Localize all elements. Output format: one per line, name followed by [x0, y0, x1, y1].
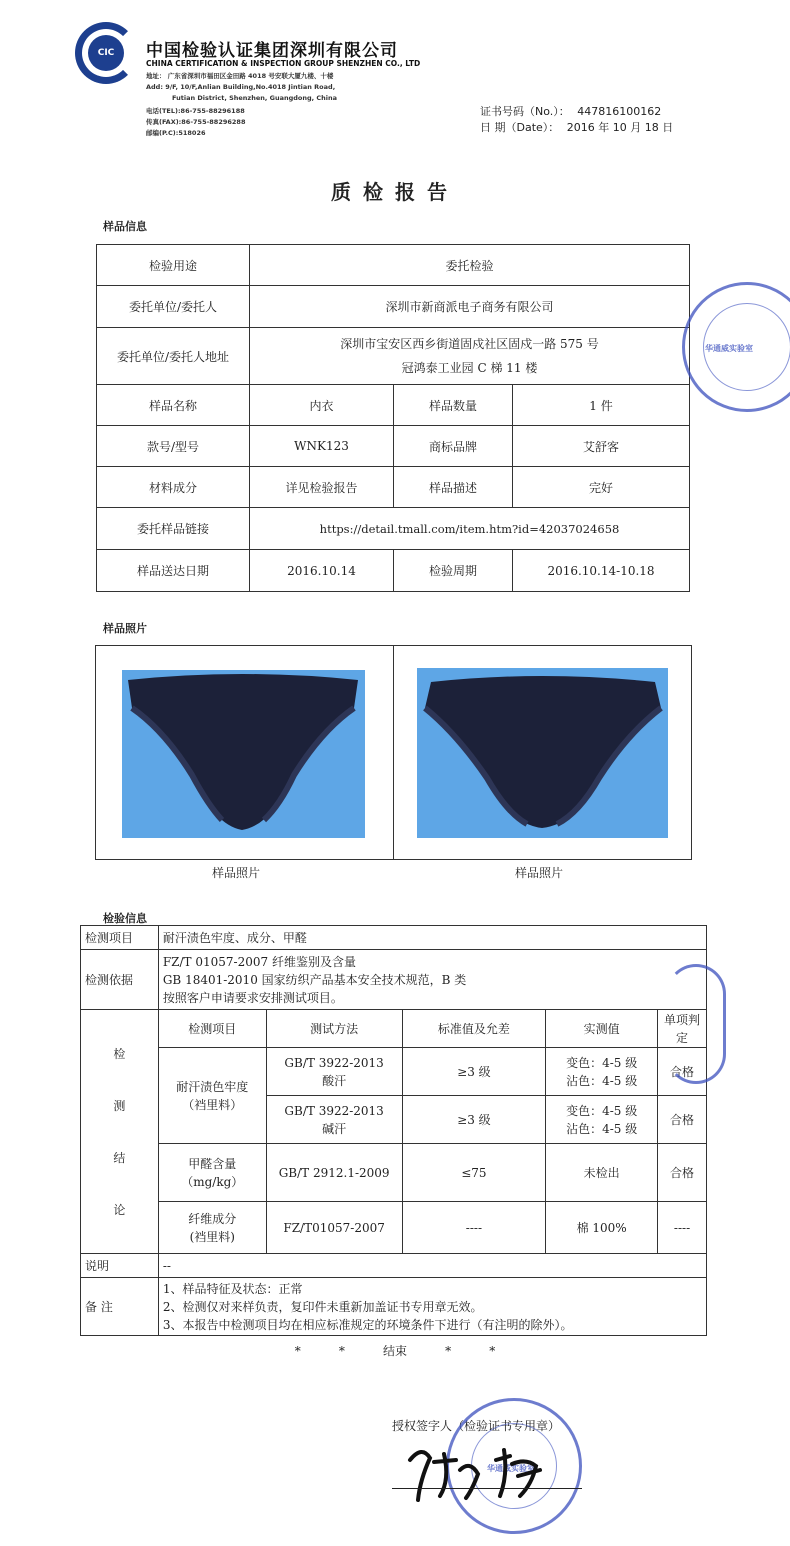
address-en-line2: Futian District, Shenzhen, Guangdong, China [172, 94, 338, 102]
handwritten-signature [400, 1440, 560, 1510]
items-label: 检测项目 [81, 926, 159, 950]
col-header-measured: 实测值 [546, 1010, 658, 1048]
row1-standard: ≥3 级 [402, 1048, 546, 1096]
row3-item-line2: （mg/kg） [181, 1174, 244, 1189]
stamp-center-text: 华通威实验室 [705, 344, 753, 353]
remark-label: 备 注 [81, 1278, 159, 1336]
end-marker: * * 结束 * * [294, 1344, 496, 1358]
result-char-3: 结 [113, 1150, 126, 1165]
col-header-standard: 标准值及允差 [402, 1010, 546, 1048]
remark-line3: 3、本报告中检测项目均在相应标准规定的环境条件下进行（有注明的除外）。 [162, 1317, 573, 1332]
row1-measured-line1: 变色：4-5 级 [566, 1055, 638, 1070]
row2-method-line2: 碱汗 [322, 1121, 347, 1136]
section-title-inspection: 检验信息 [103, 912, 147, 925]
col-header-judge: 单项判定 [658, 1010, 707, 1048]
basis-line3: 按照客户申请要求安排测试项目。 [162, 990, 343, 1005]
section-title-photos: 样品照片 [103, 622, 147, 635]
cert-number-label: 证书号码（No.）： [480, 105, 570, 118]
row1-method-line2: 酸汗 [322, 1073, 347, 1088]
row2-measured-line1: 变色：4-5 级 [566, 1103, 638, 1118]
note-label: 说明 [81, 1254, 159, 1278]
result-char-1: 检 [113, 1046, 126, 1061]
photo-caption-2: 样品照片 [515, 866, 564, 880]
cert-number-value: 447816100162 [577, 105, 662, 118]
sample-photo-1 [122, 670, 365, 838]
table-row [81, 1144, 707, 1202]
row4-item-line2: (裆里料) [189, 1229, 235, 1244]
photo-panel [95, 645, 692, 860]
table-row [81, 1048, 707, 1096]
client-address-label: 委托单位/委托人地址 [97, 328, 250, 385]
brand-value: 艾舒客 [513, 426, 690, 467]
tel: 电话(TEL):86-755-88296188 [146, 107, 245, 115]
garment-front-image [122, 670, 365, 838]
company-name-en: CHINA CERTIFICATION & INSPECTION GROUP SHENZHEN CO., LTD [146, 59, 421, 68]
cert-date [480, 119, 673, 135]
items-value: 耐汗渍色牢度、成分、甲醛 [158, 926, 706, 950]
basis-line1: FZ/T 01057-2007 纤维鉴别及含量 [162, 954, 356, 969]
cert-date-label: 日 期（Date）： [480, 121, 560, 134]
row4-item [158, 1202, 266, 1254]
table-row [81, 1202, 707, 1254]
row1-measured-line2: 沾色：4-5 级 [566, 1073, 638, 1088]
row2-standard: ≥3 级 [402, 1096, 546, 1144]
remark-line1: 1、样品特征及状态：正常 [162, 1281, 303, 1296]
sample-qty-value: 1 件 [513, 385, 690, 426]
address-en-line1: Add: 9/F, 10/F,Anlian Building,No.4018 Jintian Road, [146, 83, 336, 91]
sample-qty-label: 样品数量 [394, 385, 513, 426]
signature-label: 授权签字人（检验证书专用章） [392, 1419, 561, 1433]
model-value: WNK123 [250, 426, 394, 467]
client-value: 深圳市新商派电子商务有限公司 [250, 286, 690, 328]
result-label [81, 1010, 159, 1254]
row2-measured-line2: 沾色：4-5 级 [566, 1121, 638, 1136]
remark-line2: 2、检测仅对来样负责，复印件未重新加盖证书专用章无效。 [162, 1299, 483, 1314]
row1-method [266, 1048, 402, 1096]
description-label: 样品描述 [394, 467, 513, 508]
basis-label: 检测依据 [81, 950, 159, 1010]
col-header-item: 检测项目 [158, 1010, 266, 1048]
official-stamp-top [682, 282, 790, 412]
stamp-bottom-center-text: 华通威实验室 [487, 1464, 535, 1473]
row2-judge: 合格 [658, 1096, 707, 1144]
delivery-date-label: 样品送达日期 [97, 550, 250, 592]
col-header-method: 测试方法 [266, 1010, 402, 1048]
signature-line [392, 1488, 582, 1489]
fax: 传真(FAX):86-755-88296288 [146, 118, 246, 126]
row1-item [158, 1048, 266, 1144]
cert-number [480, 103, 661, 119]
row3-standard: ≤75 [402, 1144, 546, 1202]
photo-divider [393, 646, 394, 859]
sample-photo-2 [417, 668, 668, 838]
row2-measured [546, 1096, 658, 1144]
section-title-sample-info: 样品信息 [103, 220, 147, 233]
link-value: https://detail.tmall.com/item.htm?id=42037024658 [250, 508, 690, 550]
period-label: 检验周期 [394, 550, 513, 592]
row4-method: FZ/T01057-2007 [266, 1202, 402, 1254]
delivery-date-value: 2016.10.14 [250, 550, 394, 592]
client-label: 委托单位/委托人 [97, 286, 250, 328]
row2-method [266, 1096, 402, 1144]
material-label: 材料成分 [97, 467, 250, 508]
row2-method-line1: GB/T 3922-2013 [284, 1103, 384, 1118]
row1-judge: 合格 [658, 1048, 707, 1096]
official-stamp-middle [666, 964, 726, 1084]
row3-measured: 未检出 [546, 1144, 658, 1202]
photo-caption-1: 样品照片 [212, 866, 261, 880]
row3-item-line1: 甲醛含量 [188, 1156, 237, 1171]
material-value: 详见检验报告 [250, 467, 394, 508]
result-char-2: 测 [113, 1098, 126, 1113]
row3-method: GB/T 2912.1-2009 [266, 1144, 402, 1202]
row4-standard: ---- [402, 1202, 546, 1254]
basis-value [158, 950, 706, 1010]
row1-method-line1: GB/T 3922-2013 [284, 1055, 384, 1070]
result-char-4: 论 [113, 1202, 126, 1217]
client-address-value [250, 328, 690, 385]
purpose-value: 委托检验 [250, 245, 690, 286]
logo-cic-text: CIC [88, 35, 124, 71]
note-value: -- [158, 1254, 706, 1278]
brand-label: 商标品牌 [394, 426, 513, 467]
remark-value [158, 1278, 706, 1336]
basis-line2: GB 18401-2010 国家纺织产品基本安全技术规范，B 类 [162, 972, 467, 987]
row3-judge: 合格 [658, 1144, 707, 1202]
row4-item-line1: 纤维成分 [188, 1211, 237, 1226]
sample-name-label: 样品名称 [97, 385, 250, 426]
purpose-label: 检验用途 [97, 245, 250, 286]
sample-name-value: 内衣 [250, 385, 394, 426]
cert-date-value: 2016 年 10 月 18 日 [566, 121, 674, 134]
postcode: 邮编(P.C):518026 [146, 129, 206, 137]
address-cn: 地址： 广东省深圳市福田区金田路 4018 号安联大厦九楼、十楼 [146, 72, 334, 80]
model-label: 款号/型号 [97, 426, 250, 467]
company-name-cn: 中国检验认证集团深圳有限公司 [146, 41, 398, 61]
client-address-line2: 冠鸿泰工业园 C 梯 11 楼 [401, 361, 538, 375]
period-value: 2016.10.14-10.18 [513, 550, 690, 592]
garment-back-image [417, 668, 668, 838]
client-address-line1: 深圳市宝安区西乡街道固戍社区固戍一路 575 号 [340, 337, 599, 351]
row1-item-line1: 耐汗渍色牢度 [176, 1079, 249, 1094]
row1-item-line2: （裆里料） [182, 1097, 243, 1112]
link-label: 委托样品链接 [97, 508, 250, 550]
document-title: 质检报告 [331, 180, 459, 204]
row3-item [158, 1144, 266, 1202]
row1-measured [546, 1048, 658, 1096]
row4-measured: 棉 100% [546, 1202, 658, 1254]
sample-info-table [96, 244, 690, 592]
row4-judge: ---- [658, 1202, 707, 1254]
description-value: 完好 [513, 467, 690, 508]
inspection-table [80, 925, 707, 1336]
